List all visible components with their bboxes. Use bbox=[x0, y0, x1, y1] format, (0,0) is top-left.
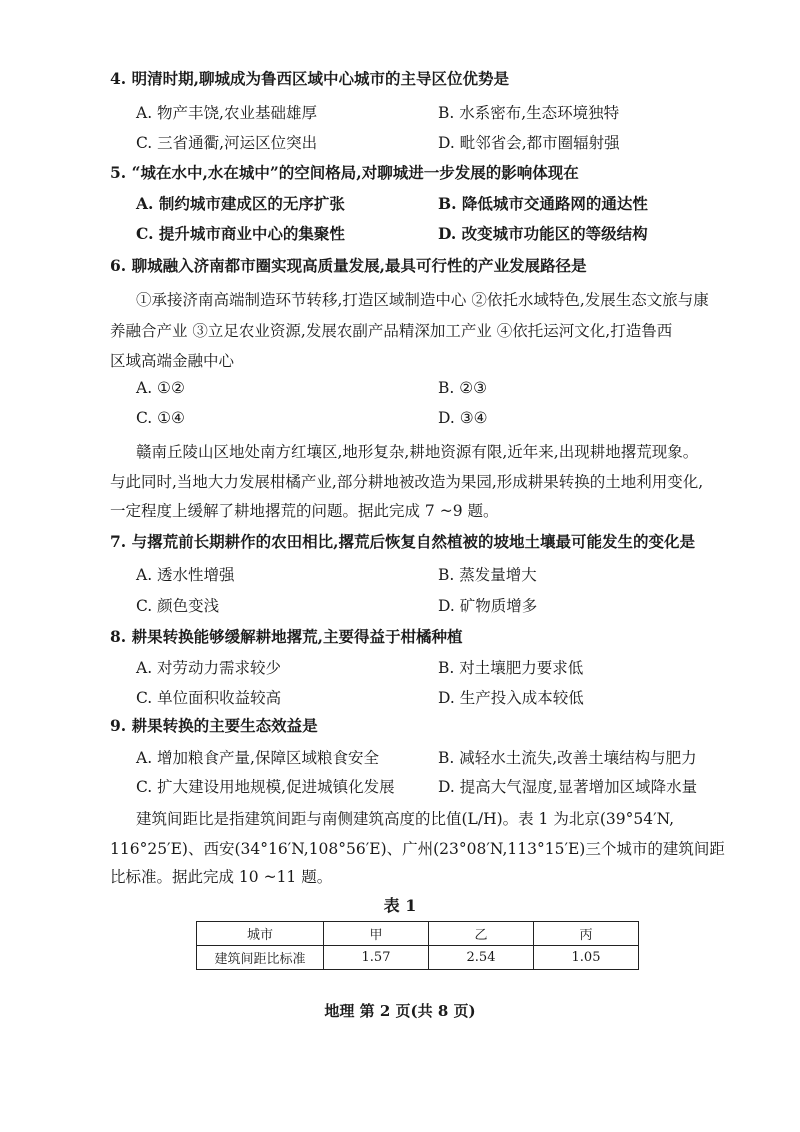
question-6-option-c: C. ①④ bbox=[136, 409, 185, 427]
question-8-stem: 8. 耕果转换能够缓解耕地撂荒,主要得益于柑橘种植 bbox=[110, 627, 463, 646]
question-6-option-d: D. ③④ bbox=[438, 409, 488, 427]
question-4-stem: 4. 明清时期,聊城成为鲁西区域中心城市的主导区位优势是 bbox=[110, 69, 509, 88]
question-8-option-b: B. 对土壤肥力要求低 bbox=[438, 659, 584, 677]
question-7-option-c: C. 颜色变浅 bbox=[136, 597, 220, 615]
question-8-option-c: C. 单位面积收益较高 bbox=[136, 689, 282, 707]
passage-1-line-1: 赣南丘陵山区地处南方红壤区,地形复杂,耕地资源有限,近年来,出现耕地撂荒现象。 bbox=[136, 443, 699, 461]
table-cell: 2.54 bbox=[429, 946, 534, 970]
question-9-option-b: B. 减轻水土流失,改善土壤结构与肥力 bbox=[438, 749, 697, 767]
question-6-option-a: A. ①② bbox=[136, 379, 185, 397]
question-4-option-c: C. 三省通衢,河运区位突出 bbox=[136, 134, 318, 152]
question-4-option-d: D. 毗邻省会,都市圈辐射强 bbox=[438, 134, 620, 152]
question-7-stem: 7. 与撂荒前长期耕作的农田相比,撂荒后恢复自然植被的坡地土壤最可能发生的变化是 bbox=[110, 532, 695, 551]
question-5-option-c: C. 提升城市商业中心的集聚性 bbox=[136, 224, 345, 243]
passage-2-line-2: 116°25′E)、西安(34°16′N,108°56′E)、广州(23°08′N,113°15′E)三个城市的建筑间距 bbox=[110, 840, 725, 858]
question-8-option-d: D. 生产投入成本较低 bbox=[438, 689, 584, 707]
question-5-option-b: B. 降低城市交通路网的通达性 bbox=[438, 194, 648, 213]
question-6-choices-line-1: ①承接济南高端制造环节转移,打造区域制造中心 ②依托水域特色,发展生态文旅与康 bbox=[136, 291, 709, 309]
question-7-option-d: D. 矿物质增多 bbox=[438, 597, 538, 615]
question-5-stem: 5. “城在水中,水在城中”的空间格局,对聊城进一步发展的影响体现在 bbox=[110, 163, 579, 182]
table-cell: 1.57 bbox=[324, 946, 429, 970]
question-5-option-a: A. 制约城市建成区的无序扩张 bbox=[136, 194, 345, 213]
table-header-cell: 甲 bbox=[324, 922, 429, 946]
passage-2-line-3: 比标准。据此完成 10 ~11 题。 bbox=[110, 868, 333, 886]
table-cell: 1.05 bbox=[534, 946, 639, 970]
question-6-choices-line-3: 区域高端金融中心 bbox=[110, 352, 235, 370]
question-6-option-b: B. ②③ bbox=[438, 379, 488, 397]
question-5-option-d: D. 改变城市功能区的等级结构 bbox=[438, 224, 648, 243]
question-6-choices-line-2: 养融合产业 ③立足农业资源,发展农副产品精深加工产业 ④依托运河文化,打造鲁西 bbox=[110, 322, 673, 340]
table-header-cell: 丙 bbox=[534, 922, 639, 946]
question-8-option-a: A. 对劳动力需求较少 bbox=[136, 659, 282, 677]
table-header-cell: 城市 bbox=[197, 922, 324, 946]
passage-1-line-2: 与此同时,当地大力发展柑橘产业,部分耕地被改造为果园,形成耕果转换的土地利用变化, bbox=[110, 473, 704, 491]
question-4-option-b: B. 水系密布,生态环境独特 bbox=[438, 104, 620, 122]
passage-2-line-1: 建筑间距比是指建筑间距与南侧建筑高度的比值(L/H)。表 1 为北京(39°54′N, bbox=[136, 810, 675, 828]
question-9-option-d: D. 提高大气湿度,显著增加区域降水量 bbox=[438, 778, 698, 796]
page-footer: 地理 第 2 页(共 8 页) bbox=[324, 1002, 476, 1020]
question-7-option-b: B. 蒸发量增大 bbox=[438, 566, 537, 584]
question-9-option-c: C. 扩大建设用地规模,促进城镇化发展 bbox=[136, 778, 395, 796]
passage-1-line-3: 一定程度上缓解了耕地撂荒的问题。据此完成 7 ~9 题。 bbox=[110, 502, 499, 520]
question-9-option-a: A. 增加粮食产量,保障区域粮食安全 bbox=[136, 749, 379, 767]
question-6-stem: 6. 聊城融入济南都市圈实现高质量发展,最具可行性的产业发展路径是 bbox=[110, 256, 587, 275]
table-header-row bbox=[197, 922, 639, 946]
table-title: 表 1 bbox=[383, 896, 417, 915]
question-4-option-a: A. 物产丰饶,农业基础雄厚 bbox=[136, 104, 317, 122]
question-9-stem: 9. 耕果转换的主要生态效益是 bbox=[110, 716, 318, 735]
table-row bbox=[197, 946, 639, 970]
table-header-cell: 乙 bbox=[429, 922, 534, 946]
building-spacing-table bbox=[196, 921, 639, 970]
table-cell: 建筑间距比标准 bbox=[197, 946, 324, 970]
question-7-option-a: A. 透水性增强 bbox=[136, 566, 235, 584]
